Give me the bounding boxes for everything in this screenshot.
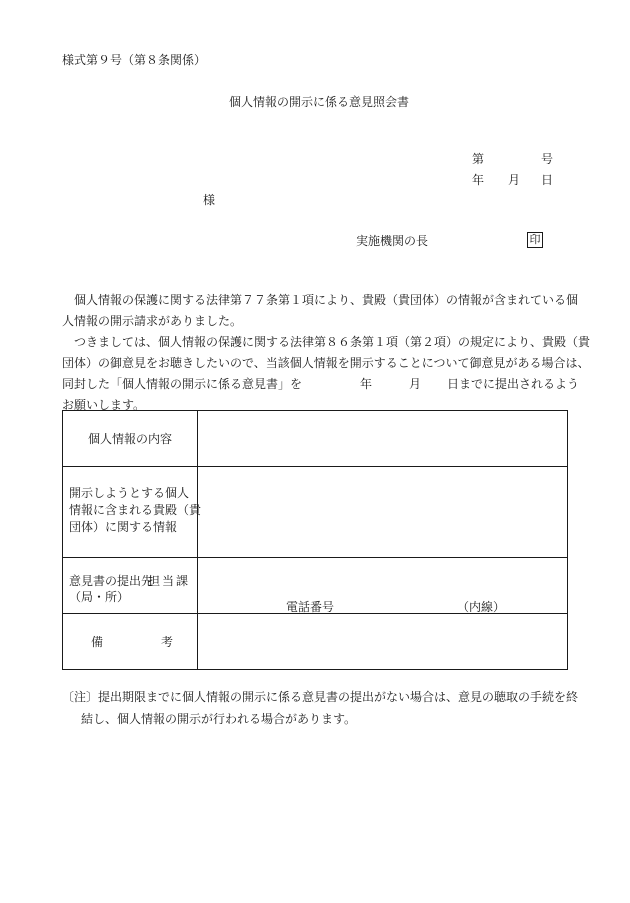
label-text: 開示しようとする個人 [69,486,190,500]
footnote [62,686,577,730]
row-label-personal-info [63,411,198,467]
label-text: 情報に含まれる貴殿（貴 [69,503,202,517]
seal-mark: 印 [527,232,543,248]
sender-title: 実施機関の長 [356,234,429,248]
doc-number-suffix: 号 [541,152,554,166]
deadline-text-b: 日までに提出されるよう [447,377,580,391]
label-text: 考 [161,635,174,649]
label-text: 団体）に関する情報 [69,520,178,534]
form-number: 様式第９号（第８条関係） [62,53,207,67]
deadline-month-label: 月 [409,377,422,391]
opinion-table [62,410,568,670]
extension-label: （内線） [457,600,506,614]
remarks-field[interactable] [198,614,568,670]
body-line: つきましては、個人情報の保護に関する法律第８６条第１項（第２項）の規定により、貴殿（貴 [74,335,591,349]
body-line: 団体）の御意見をお聴きしたいので、当該個人情報を開示することについて御意見がある場合は、 [62,356,590,370]
label-text: 備 [91,635,104,649]
personal-info-content-field[interactable] [198,411,568,467]
row-label-remarks [63,614,198,670]
submission-contact-field[interactable] [198,558,568,614]
deadline-text-a: 同封した「個人情報の開示に係る意見書」を [62,377,303,391]
footnote-line: 〔注〕提出期限までに個人情報の開示に係る意見書の提出がない場合は、意見の聴取の手続を終 [62,690,579,704]
doc-number-prefix: 第 [472,152,485,166]
body-line: 個人情報の保護に関する法律第７７条第１項により、貴殿（貴団体）の情報が含まれている個 [74,293,579,307]
date-day-label: 日 [541,173,554,187]
row-label-submission [63,558,198,614]
deadline-year-label: 年 [360,377,373,391]
body-line: お願いします。 [62,398,146,412]
label-text: （局・所） [69,590,130,604]
related-info-field[interactable] [198,467,568,558]
body-text [62,290,591,416]
body-line-deadline [62,374,580,395]
label-text: 個人情報の内容 [87,432,172,446]
body-line: 人情報の開示請求がありました。 [62,314,243,328]
addressee-suffix: 様 [203,193,216,207]
row-label-related-info [63,467,202,558]
document-title: 個人情報の開示に係る意見照会書 [229,95,410,109]
label-text: 意見書の提出先 [69,574,154,588]
date-year-label: 年 [472,173,485,187]
date-month-label: 月 [508,173,521,187]
footnote-line: 結し、個人情報の開示が行われる場合があります。 [81,712,357,726]
phone-number-label: 電話番号 [286,600,335,614]
department-label: 担当課 [148,574,191,588]
